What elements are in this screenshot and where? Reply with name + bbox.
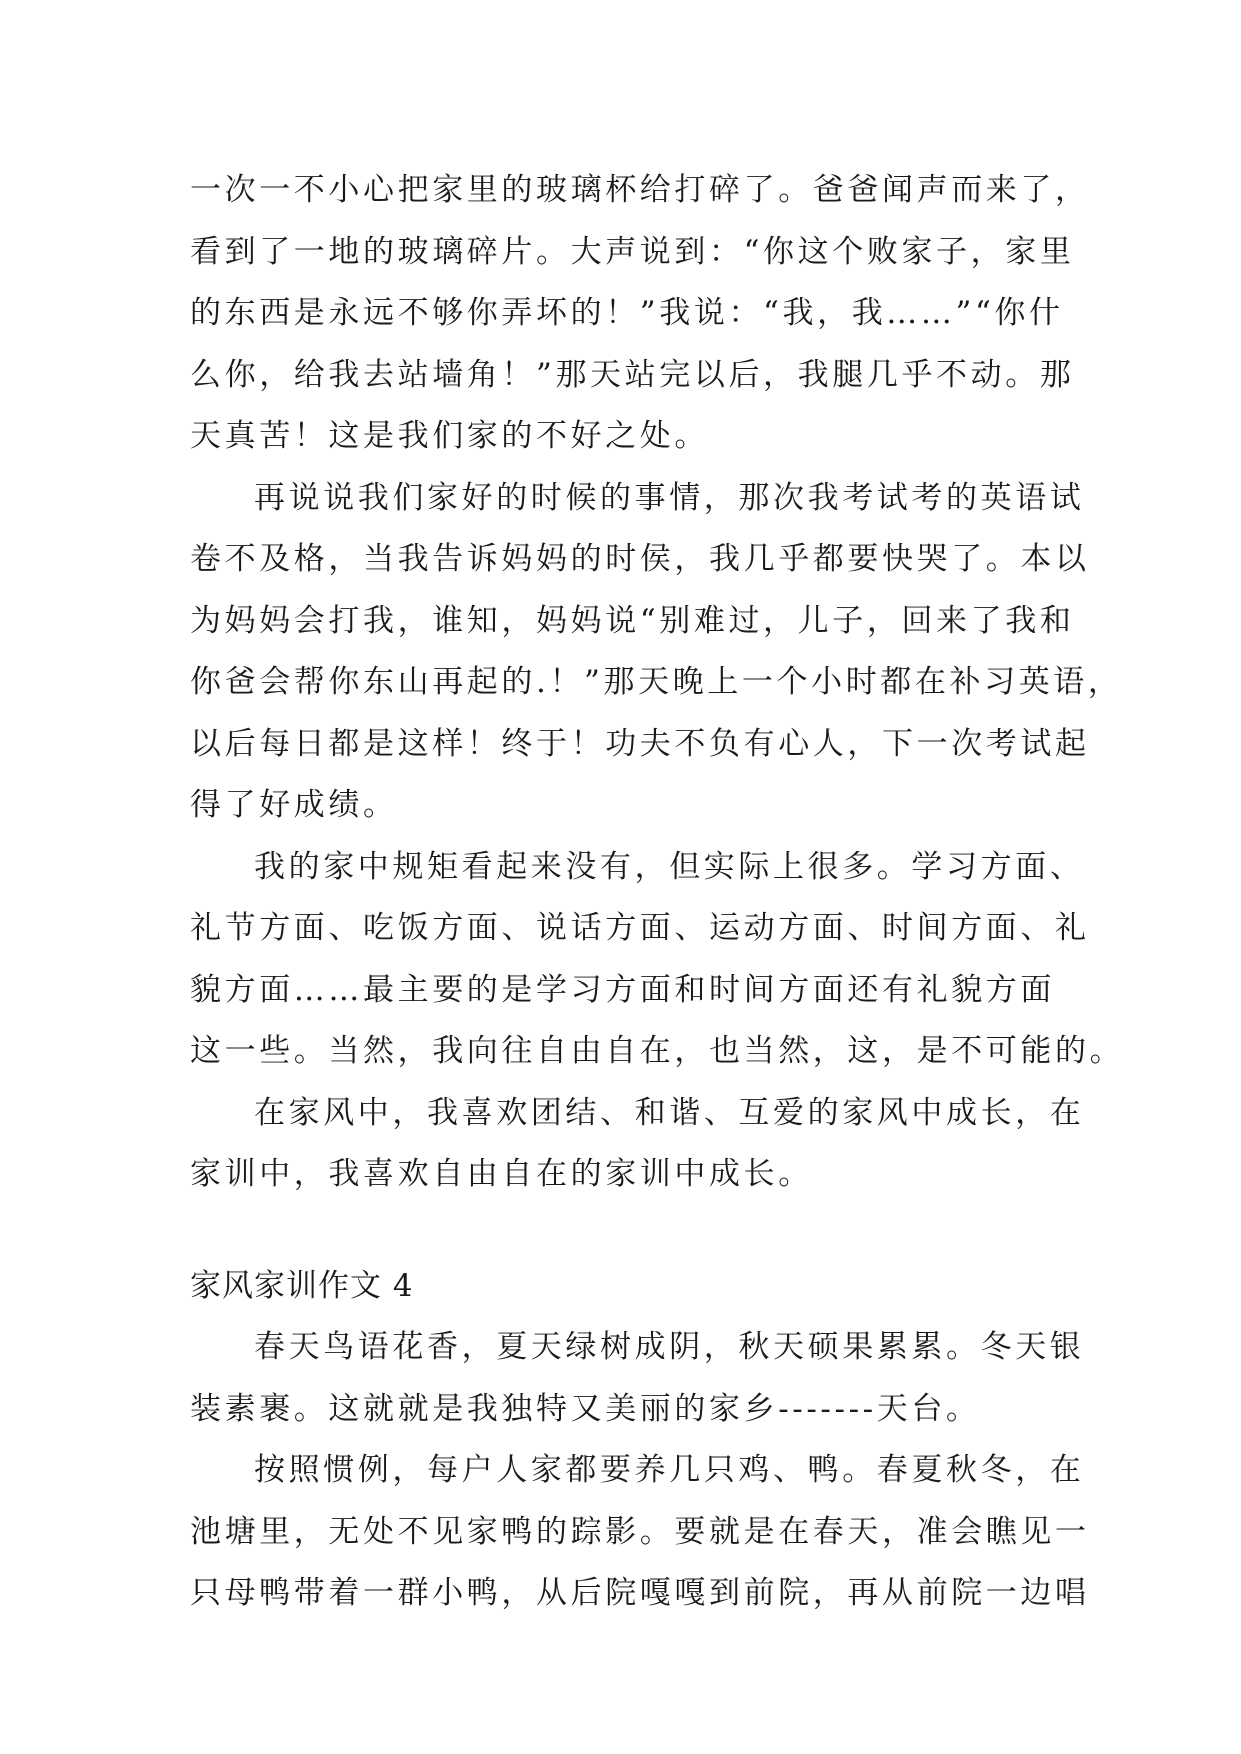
text-line: 池塘里，无处不见家鸭的踪影。要就是在春天，准会瞧见一 (190, 1513, 1090, 1550)
text-line: 天真苦！这是我们家的不好之处。 (190, 418, 709, 454)
text-line: 为妈妈会打我，谁知，妈妈说“别难过，儿子，回来了我和 (190, 602, 1075, 639)
text-line: 得了好成绩。 (190, 787, 398, 823)
text-line: 春天鸟语花香，夏天绿树成阴，秋天硕果累累。冬天银 (254, 1329, 1085, 1365)
text-line: 貌方面……最主要的是学习方面和时间方面还有礼貌方面 (190, 971, 1055, 1008)
text-line: 家训中，我喜欢自由自在的家训中成长。 (190, 1156, 813, 1192)
text-line: 装素裹。这就就是我独特又美丽的家乡-------天台。 (190, 1390, 981, 1427)
text-line: 你爸会帮你东山再起的.！”那天晚上一个小时都在补习英语， (190, 664, 1123, 700)
paragraph-5 (190, 1317, 1085, 1440)
paragraph-3 (190, 837, 1125, 1083)
text-line: 礼节方面、吃饭方面、说话方面、运动方面、时间方面、礼 (190, 910, 1090, 946)
text-line: 么你，给我去站墙角！”那天站完以后，我腿几乎不动。那 (190, 356, 1075, 393)
text-line: 看到了一地的玻璃碎片。大声说到：“你这个败家子，家里 (190, 233, 1075, 270)
document-body (190, 160, 1125, 1625)
paragraph-1 (190, 160, 1090, 468)
paragraph-4 (190, 1083, 1085, 1206)
text-line: 的东西是永远不够你弄坏的！”我说：“我，我……”“你什 (190, 295, 1064, 331)
text-line: 以后每日都是这样！终于！功夫不负有心人，下一次考试起 (190, 725, 1090, 762)
paragraph-2 (190, 468, 1123, 837)
text-line: 这一些。当然，我向往自由自在，也当然，这，是不可能的。 (190, 1033, 1125, 1069)
text-line: 在家风中，我喜欢团结、和谐、互爱的家风中成长，在 (254, 1094, 1085, 1131)
text-line: 只母鸭带着一群小鸭，从后院嘎嘎到前院，再从前院一边唱 (190, 1575, 1090, 1611)
text-line: 一次一不小心把家里的玻璃杯给打碎了。爸爸闻声而来了， (190, 172, 1090, 208)
text-line: 卷不及格，当我告诉妈妈的时侯，我几乎都要快哭了。本以 (190, 541, 1090, 577)
text-line: 再说说我们家好的时候的事情，那次我考试考的英语试 (254, 479, 1085, 516)
section-heading: 家风家训作文 4 (190, 1267, 414, 1304)
paragraph-6 (190, 1440, 1090, 1625)
text-line: 按照惯例，每户人家都要养几只鸡、鸭。春夏秋冬，在 (254, 1452, 1085, 1488)
text-line: 我的家中规矩看起来没有，但实际上很多。学习方面、 (254, 848, 1085, 885)
